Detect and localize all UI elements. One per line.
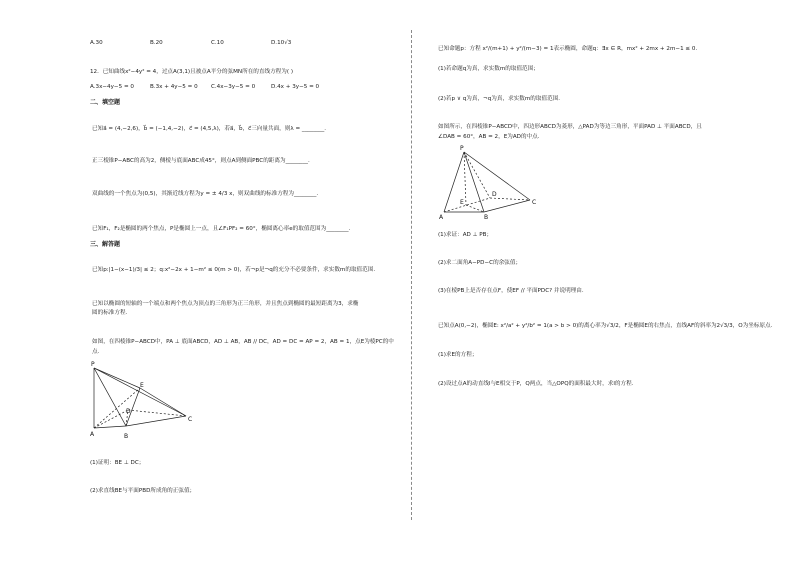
fig-right-label-a: A: [439, 214, 444, 221]
q12-option-c: C.4x−3y−5 = 0: [211, 84, 256, 90]
right-question-2-sub1: (1)求证：AD ⊥ PB；: [438, 232, 493, 238]
right-question-2-sub3: (3)在棱PB上是否存在点F，使EF // 平面PDC? 并说明理由.: [438, 288, 584, 294]
right-question-2-line2: ∠DAB = 60°，AB = 2，E为AD的中点.: [438, 134, 540, 140]
pyramid-figure-left: [88, 360, 198, 444]
right-question-2-sub2: (2)求二面角A−PD−C的余弦值；: [438, 260, 522, 266]
section-fill-heading: 二、填空题: [90, 99, 121, 106]
right-question-1: 已知命题p：方程 x²/(m+1) + y²/(m−3) = 1表示椭圆，命题q：∃x ∈ R，mx² + 2mx + 2m−1 ≤ 0.: [438, 46, 698, 52]
right-question-1-sub1: (1)若命题q为真，求实数m的取值范围；: [438, 66, 539, 72]
pyramid-figure-right: [438, 146, 548, 222]
fill-question-3: 双曲线的一个焦点为(0,5)，其渐近线方程为y = ± 4/3 x，则双曲线的标准方程为________.: [92, 191, 319, 197]
fig-left-label-c: C: [188, 416, 193, 423]
fig-left-label-a: A: [90, 431, 95, 438]
fig-left-label-b: B: [124, 433, 129, 440]
right-question-3: 已知点A(0,−2)，椭圆E: x²/a² + y²/b² = 1(a > b > 0)的离心率为√3/2，F是椭圆E的右焦点，直线AF的斜率为2√3/3，O为坐标原点.: [438, 323, 773, 329]
fill-question-4: 已知F₁，F₂是椭圆的两个焦点，P是椭圆上一点，且∠F₁PF₂ = 60°，椭圆离心率e的取值范围为________.: [92, 226, 351, 232]
answer-question-3-sub1: (1)证明：BE ⊥ DC；: [90, 460, 145, 466]
answer-question-2-line2: 圆的标准方程.: [92, 310, 128, 316]
right-question-1-sub2: (2)若p ∨ q为真，¬q为真，求实数m的取值范围.: [438, 96, 561, 102]
fill-question-1: 已知a⃗ = (4,−2,6)，b⃗ = (−1,4,−2)，c⃗ = (4,5,λ)，若a⃗，b⃗，c⃗三向量共面，则λ = ________.: [92, 126, 327, 132]
answer-question-1: 已知p:|1−(x−1)/3| ≤ 2；q:x²−2x + 1−m² ≤ 0(m > 0)，若¬p是¬q的充分不必要条件，求实数m的取值范围.: [92, 267, 376, 273]
q11-option-d: D.10√3: [271, 40, 292, 46]
q12-option-d: D.4x + 3y−5 = 0: [271, 84, 320, 90]
q12-option-a: A.3x−4y−5 = 0: [90, 84, 134, 90]
q11-option-c: C.10: [211, 40, 224, 46]
section-answer-heading: 三、解答题: [90, 241, 121, 248]
q12-option-b: B.3x + 4y−5 = 0: [150, 84, 198, 90]
fig-right-label-e: E: [460, 199, 464, 206]
answer-question-3-sub2: (2)求直线BE与平面PBD所成角的正弦值；: [90, 488, 196, 494]
answer-question-3-line2: 点.: [92, 349, 100, 355]
fig-right-label-c: C: [532, 199, 537, 206]
fig-left-label-e: E: [140, 382, 144, 389]
answer-question-3-line1: 如图，在四棱锥P−ABCD中，PA ⊥ 底面ABCD，AD ⊥ AB，AB // DC，AD = DC = AP = 2，AB = 1，点E为棱PC的中: [92, 339, 394, 345]
fig-right-label-p: P: [460, 145, 464, 152]
right-question-2-line1: 如图所示，在四棱锥P−ABCD中，四边形ABCD为菱形，△PAD为等边三角形，平面PAD ⊥ 平面ABCD，且: [438, 124, 702, 130]
q12-stem: 12．已知曲线x²−4y² = 4，过点A(3,1)且被点A平分的弦MN所在的直线方程为( ): [90, 69, 293, 75]
right-question-3-sub1: (1)求E的方程；: [438, 352, 478, 358]
fig-right-label-d: D: [492, 191, 497, 198]
fig-left-label-p: P: [91, 361, 95, 368]
fill-question-2: 正三棱锥P−ABC的高为2，侧棱与底面ABC成45°，则点A到侧面PBC的距离为________.: [92, 158, 310, 164]
right-question-3-sub2: (2)设过点A的动直线l与E相交于P，Q两点，当△OPQ的面积最大时，求l的方程.: [438, 381, 634, 387]
q11-option-b: B.20: [150, 40, 163, 46]
answer-question-2-line1: 已知以椭圆的短轴的一个端点和两个焦点为顶点的三角形为正三角形，并且焦点到椭圆的最短距离为3，求椭: [92, 301, 359, 307]
fig-right-label-b: B: [484, 214, 489, 221]
q11-option-a: A.30: [90, 40, 103, 46]
fig-left-label-d: D: [126, 408, 131, 415]
right-column: [410, 0, 794, 562]
